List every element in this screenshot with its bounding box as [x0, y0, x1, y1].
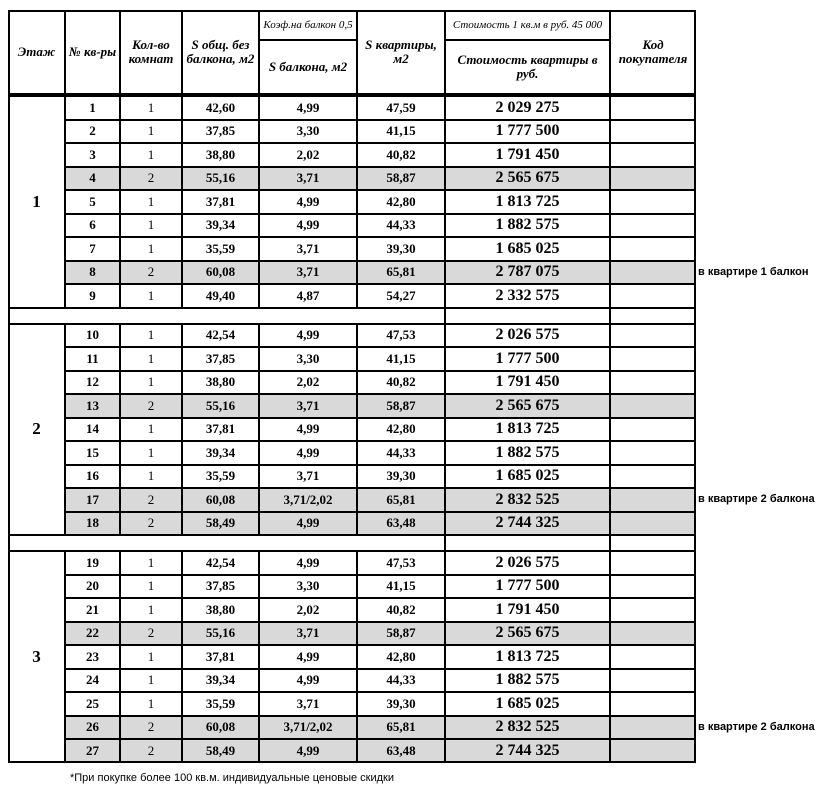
apt-total-area: 58,87: [357, 622, 445, 646]
apt-price: 2 026 575: [445, 324, 610, 348]
area-without-balcony: 38,80: [182, 143, 259, 167]
apt-number: 27: [65, 739, 120, 763]
apt-number: 5: [65, 190, 120, 214]
area-without-balcony: 37,85: [182, 347, 259, 371]
apt-number: 25: [65, 692, 120, 716]
apt-number: 18: [65, 512, 120, 536]
balcony-area: 4,99: [259, 739, 357, 763]
floor-separator: [8, 308, 445, 324]
col-header-buyer-code: Код покупателя: [610, 10, 696, 94]
apt-total-area: 65,81: [357, 716, 445, 740]
apt-total-area: 41,15: [357, 575, 445, 599]
apt-number: 15: [65, 441, 120, 465]
apt-total-area: 58,87: [357, 394, 445, 418]
room-count: 2: [120, 512, 182, 536]
balcony-area: 3,71: [259, 622, 357, 646]
area-without-balcony: 60,08: [182, 716, 259, 740]
balcony-area: 3,30: [259, 575, 357, 599]
apt-total-area: 58,87: [357, 167, 445, 191]
buyer-code-cell: [610, 96, 696, 120]
balcony-area: 3,71/2,02: [259, 716, 357, 740]
balcony-area: 3,71/2,02: [259, 488, 357, 512]
area-without-balcony: 39,34: [182, 214, 259, 238]
room-count: 1: [120, 237, 182, 261]
room-count: 1: [120, 551, 182, 575]
buyer-code-cell: [610, 371, 696, 395]
room-count: 1: [120, 214, 182, 238]
room-count: 2: [120, 739, 182, 763]
balcony-area: 3,30: [259, 120, 357, 144]
apt-price: 2 565 675: [445, 167, 610, 191]
apt-number: 7: [65, 237, 120, 261]
apt-total-area: 42,80: [357, 418, 445, 442]
room-count: 1: [120, 347, 182, 371]
balcony-area: 3,71: [259, 692, 357, 716]
apt-total-area: 47,59: [357, 96, 445, 120]
buyer-code-cell: [610, 551, 696, 575]
area-without-balcony: 39,34: [182, 669, 259, 693]
buyer-code-cell: [610, 598, 696, 622]
room-count: 1: [120, 120, 182, 144]
col-header-apt-area: S квартиры, м2: [357, 10, 445, 94]
apt-total-area: 42,80: [357, 190, 445, 214]
apt-total-area: 44,33: [357, 214, 445, 238]
apt-number: 20: [65, 575, 120, 599]
col-header-balcony-area: S балкона, м2: [259, 40, 357, 94]
floor-separator: [445, 308, 610, 324]
apt-price: 1 791 450: [445, 371, 610, 395]
buyer-code-cell: [610, 120, 696, 144]
buyer-code-cell: [610, 190, 696, 214]
apt-total-area: 65,81: [357, 261, 445, 285]
apt-price: 2 565 675: [445, 394, 610, 418]
area-without-balcony: 58,49: [182, 739, 259, 763]
apt-price: 1 813 725: [445, 418, 610, 442]
room-count: 1: [120, 96, 182, 120]
apt-price: 2 744 325: [445, 739, 610, 763]
area-without-balcony: 38,80: [182, 598, 259, 622]
apt-number: 8: [65, 261, 120, 285]
balcony-note: в квартире 2 балкона: [698, 493, 815, 505]
balcony-area: 4,99: [259, 214, 357, 238]
footnote: *При покупке более 100 кв.м. индивидуальные ценовые скидки: [70, 772, 394, 784]
buyer-code-cell: [610, 143, 696, 167]
balcony-area: 4,99: [259, 645, 357, 669]
apt-price: 1 791 450: [445, 598, 610, 622]
room-count: 1: [120, 692, 182, 716]
buyer-code-cell: [610, 237, 696, 261]
balcony-area: 4,99: [259, 96, 357, 120]
area-without-balcony: 39,34: [182, 441, 259, 465]
floor-label-1: 1: [8, 96, 65, 308]
room-count: 1: [120, 441, 182, 465]
apt-total-area: 41,15: [357, 120, 445, 144]
apt-price: 1 813 725: [445, 645, 610, 669]
apt-number: 22: [65, 622, 120, 646]
apt-total-area: 44,33: [357, 669, 445, 693]
buyer-code-cell: [610, 739, 696, 763]
apt-total-area: 47,53: [357, 551, 445, 575]
apt-total-area: 39,30: [357, 237, 445, 261]
area-without-balcony: 55,16: [182, 167, 259, 191]
room-count: 1: [120, 324, 182, 348]
buyer-code-cell: [610, 418, 696, 442]
room-count: 2: [120, 261, 182, 285]
apt-price: 2 787 075: [445, 261, 610, 285]
buyer-code-cell: [610, 716, 696, 740]
apt-total-area: 65,81: [357, 488, 445, 512]
apt-total-area: 41,15: [357, 347, 445, 371]
apt-price: 1 882 575: [445, 669, 610, 693]
apt-number: 23: [65, 645, 120, 669]
balcony-area: 4,99: [259, 418, 357, 442]
buyer-code-cell: [610, 622, 696, 646]
balcony-area: 2,02: [259, 598, 357, 622]
floor-separator: [610, 535, 696, 551]
balcony-area: 3,71: [259, 394, 357, 418]
balcony-area: 3,30: [259, 347, 357, 371]
apt-price: 1 685 025: [445, 237, 610, 261]
apt-price: 2 832 525: [445, 716, 610, 740]
balcony-area: 4,99: [259, 669, 357, 693]
apt-total-area: 54,27: [357, 284, 445, 308]
balcony-area: 2,02: [259, 371, 357, 395]
apt-number: 17: [65, 488, 120, 512]
apt-price: 2 029 275: [445, 96, 610, 120]
apt-number: 24: [65, 669, 120, 693]
area-without-balcony: 37,85: [182, 575, 259, 599]
area-without-balcony: 60,08: [182, 261, 259, 285]
apt-total-area: 40,82: [357, 598, 445, 622]
apartment-price-table: [8, 10, 696, 763]
apt-total-area: 40,82: [357, 371, 445, 395]
buyer-code-cell: [610, 261, 696, 285]
buyer-code-cell: [610, 669, 696, 693]
apt-total-area: 39,30: [357, 692, 445, 716]
room-count: 1: [120, 645, 182, 669]
balcony-area: 2,02: [259, 143, 357, 167]
buyer-code-cell: [610, 575, 696, 599]
balcony-area: 4,99: [259, 190, 357, 214]
area-without-balcony: 37,85: [182, 120, 259, 144]
apt-number: 14: [65, 418, 120, 442]
area-without-balcony: 38,80: [182, 371, 259, 395]
apt-total-area: 63,48: [357, 512, 445, 536]
col-header-floor: Этаж: [8, 10, 65, 94]
balcony-note: в квартире 2 балкона: [698, 720, 815, 733]
apt-total-area: 63,48: [357, 739, 445, 763]
apt-number: 3: [65, 143, 120, 167]
apt-number: 19: [65, 551, 120, 575]
balcony-area: 3,71: [259, 167, 357, 191]
room-count: 1: [120, 371, 182, 395]
apt-price: 1 685 025: [445, 465, 610, 489]
buyer-code-cell: [610, 394, 696, 418]
apt-price: 2 332 575: [445, 284, 610, 308]
apt-price: 1 882 575: [445, 214, 610, 238]
buyer-code-cell: [610, 284, 696, 308]
apt-number: 2: [65, 120, 120, 144]
balcony-area: 4,99: [259, 512, 357, 536]
balcony-area: 3,71: [259, 237, 357, 261]
col-header-balcony-coef: Коэф.на балкон 0,5: [259, 10, 357, 40]
floor-separator: [445, 535, 610, 551]
col-header-apt-price: Стоимость квартиры в руб.: [445, 40, 610, 94]
col-header-apt-no: № кв-ры: [65, 10, 120, 94]
area-without-balcony: 55,16: [182, 394, 259, 418]
apt-number: 21: [65, 598, 120, 622]
floor-label-3: 3: [8, 551, 65, 763]
balcony-area: 4,87: [259, 284, 357, 308]
area-without-balcony: 55,16: [182, 622, 259, 646]
buyer-code-cell: [610, 214, 696, 238]
col-header-price-per-m: Стоимость 1 кв.м в руб. 45 000: [445, 10, 610, 40]
area-without-balcony: 42,60: [182, 96, 259, 120]
area-without-balcony: 60,08: [182, 488, 259, 512]
area-without-balcony: 37,81: [182, 190, 259, 214]
apt-total-area: 42,80: [357, 645, 445, 669]
apt-number: 13: [65, 394, 120, 418]
room-count: 2: [120, 394, 182, 418]
room-count: 1: [120, 669, 182, 693]
apt-price: 1 777 500: [445, 120, 610, 144]
apt-price: 1 777 500: [445, 347, 610, 371]
apt-total-area: 44,33: [357, 441, 445, 465]
area-without-balcony: 37,81: [182, 645, 259, 669]
area-without-balcony: 35,59: [182, 692, 259, 716]
room-count: 1: [120, 575, 182, 599]
room-count: 2: [120, 716, 182, 740]
apt-number: 12: [65, 371, 120, 395]
room-count: 1: [120, 284, 182, 308]
room-count: 1: [120, 143, 182, 167]
apt-total-area: 39,30: [357, 465, 445, 489]
apt-price: 2 565 675: [445, 622, 610, 646]
apt-price: 1 791 450: [445, 143, 610, 167]
apt-price: 1 813 725: [445, 190, 610, 214]
balcony-area: 4,99: [259, 324, 357, 348]
room-count: 1: [120, 190, 182, 214]
apt-price: 2 026 575: [445, 551, 610, 575]
room-count: 1: [120, 465, 182, 489]
buyer-code-cell: [610, 488, 696, 512]
apt-total-area: 40,82: [357, 143, 445, 167]
area-without-balcony: 42,54: [182, 324, 259, 348]
balcony-area: 4,99: [259, 441, 357, 465]
area-without-balcony: 58,49: [182, 512, 259, 536]
apt-price: 1 882 575: [445, 441, 610, 465]
room-count: 2: [120, 167, 182, 191]
col-header-area: S общ. без балкона, м2: [182, 10, 259, 94]
buyer-code-cell: [610, 167, 696, 191]
apt-price: 2 744 325: [445, 512, 610, 536]
area-without-balcony: 42,54: [182, 551, 259, 575]
buyer-code-cell: [610, 512, 696, 536]
apt-number: 16: [65, 465, 120, 489]
balcony-area: 4,99: [259, 551, 357, 575]
area-without-balcony: 49,40: [182, 284, 259, 308]
buyer-code-cell: [610, 692, 696, 716]
area-without-balcony: 35,59: [182, 465, 259, 489]
apt-number: 6: [65, 214, 120, 238]
room-count: 1: [120, 418, 182, 442]
room-count: 2: [120, 622, 182, 646]
room-count: 1: [120, 598, 182, 622]
col-header-rooms: Кол-во комнат: [120, 10, 182, 94]
apt-price: 2 832 525: [445, 488, 610, 512]
buyer-code-cell: [610, 441, 696, 465]
apt-number: 10: [65, 324, 120, 348]
apt-price: 1 777 500: [445, 575, 610, 599]
apt-number: 11: [65, 347, 120, 371]
floor-label-2: 2: [8, 324, 65, 536]
balcony-area: 3,71: [259, 261, 357, 285]
balcony-area: 3,71: [259, 465, 357, 489]
area-without-balcony: 37,81: [182, 418, 259, 442]
buyer-code-cell: [610, 645, 696, 669]
apt-price: 1 685 025: [445, 692, 610, 716]
area-without-balcony: 35,59: [182, 237, 259, 261]
buyer-code-cell: [610, 347, 696, 371]
apt-number: 4: [65, 167, 120, 191]
floor-separator: [8, 535, 445, 551]
floor-separator: [610, 308, 696, 324]
apt-number: 9: [65, 284, 120, 308]
buyer-code-cell: [610, 324, 696, 348]
buyer-code-cell: [610, 465, 696, 489]
room-count: 2: [120, 488, 182, 512]
apt-total-area: 47,53: [357, 324, 445, 348]
apt-number: 1: [65, 96, 120, 120]
balcony-note: в квартире 1 балкон: [698, 265, 809, 278]
apt-number: 26: [65, 716, 120, 740]
